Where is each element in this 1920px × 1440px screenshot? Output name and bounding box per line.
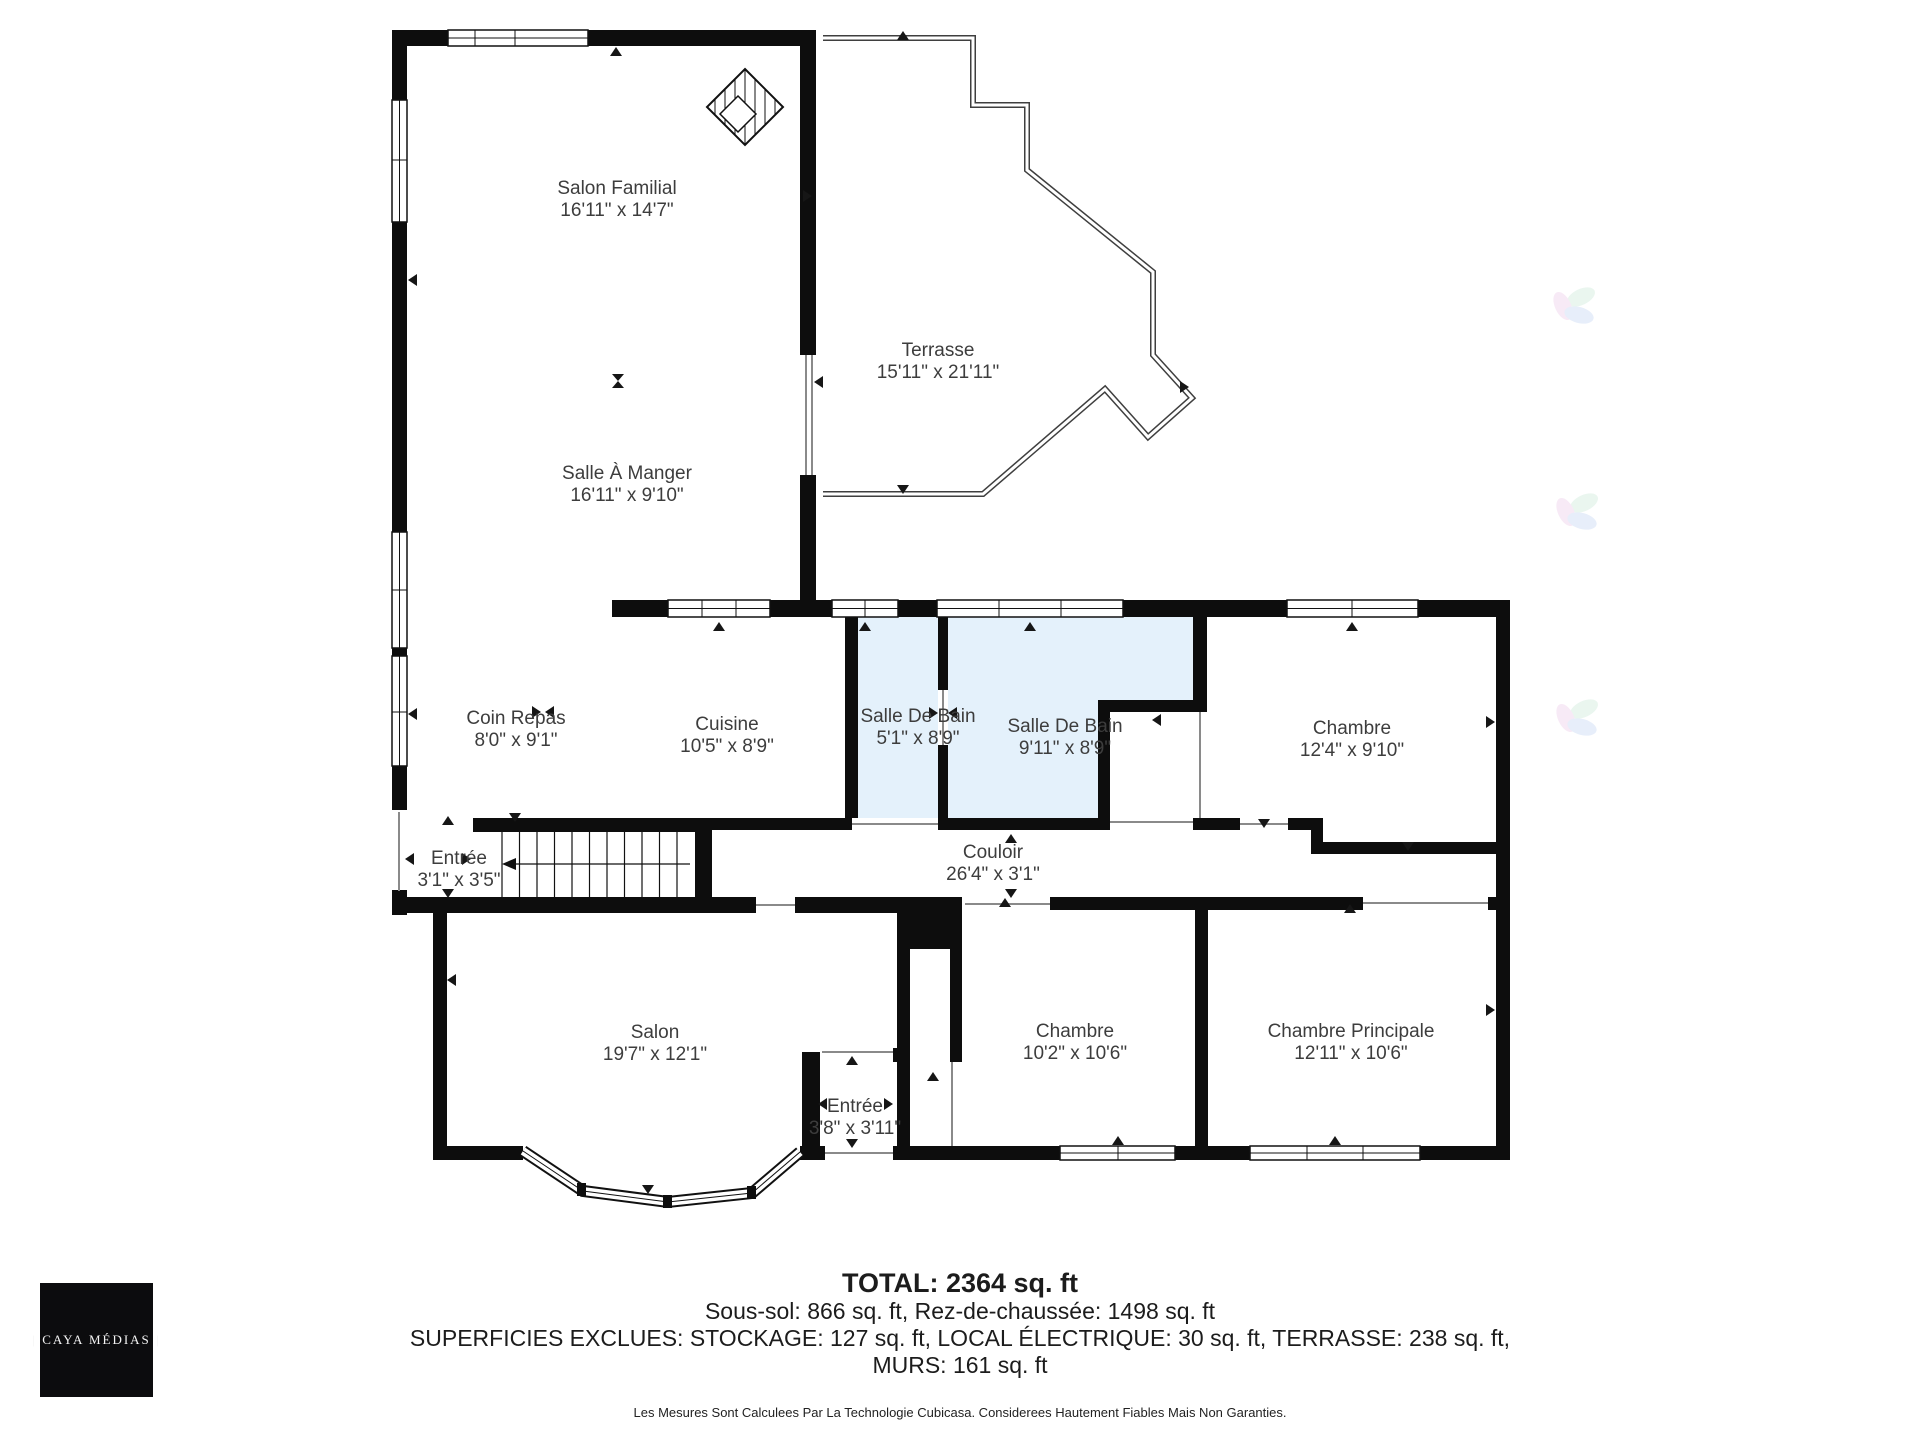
- caya-medias-logo: [32, 1283, 161, 1397]
- room-dims: 12'4" x 9'10": [1299, 740, 1405, 761]
- room-dims: 10'2" x 10'6": [1022, 1043, 1128, 1064]
- room-dims: 3'8" x 3'11": [808, 1118, 902, 1139]
- room-name: Chambre: [1312, 718, 1392, 739]
- walls-area-text: MURS: 161 sq. ft: [872, 1352, 1048, 1378]
- excluded-areas-text: SUPERFICIES EXCLUES: STOCKAGE: 127 sq. ft, LOCAL ÉLECTRIQUE: 30 sq. ft, TERRASSE: 238 sq. ft,: [409, 1325, 1511, 1351]
- terrasse-outline: [823, 38, 1192, 494]
- watermark-icons: [1549, 283, 1601, 738]
- room-name: Salon Familial: [557, 178, 677, 199]
- room-name: Terrasse: [901, 340, 975, 361]
- room-dims: 19'7" x 12'1": [602, 1044, 708, 1065]
- room-dims: 3'1" x 3'5": [417, 870, 501, 891]
- room-name: Cuisine: [695, 714, 759, 735]
- room-name: Salle De Bain: [1007, 716, 1123, 737]
- bathroom-fills: [858, 617, 1193, 818]
- logo-text: | CAYA MÉDIAS |: [32, 1332, 161, 1347]
- room-dims: 26'4" x 3'1": [946, 864, 1040, 885]
- room-name: Chambre Principale: [1267, 1021, 1435, 1042]
- room-dims: 5'1" x 8'9": [876, 728, 960, 749]
- room-dims: 12'11" x 10'6": [1294, 1043, 1408, 1064]
- room-dims: 10'5" x 8'9": [680, 736, 774, 757]
- room-dims: 9'11" x 8'9": [1018, 738, 1112, 759]
- room-dims: 8'0" x 9'1": [474, 730, 558, 751]
- room-name: Chambre: [1035, 1021, 1115, 1042]
- room-name: Salon: [630, 1022, 680, 1043]
- room-name: Salle De Bain: [860, 706, 976, 727]
- room-name: Coin Repas: [466, 708, 566, 729]
- walls: [392, 30, 1510, 1160]
- room-name: Couloir: [962, 842, 1024, 863]
- room-name: Salle À Manger: [562, 463, 692, 484]
- bay-window: [523, 1151, 800, 1208]
- diamond-symbol: [707, 69, 783, 145]
- staircase: [502, 832, 690, 897]
- total-area-text: TOTAL: 2364 sq. ft: [841, 1268, 1079, 1298]
- room-dims: 16'11" x 9'10": [570, 485, 684, 506]
- disclaimer-text: Les Mesures Sont Calculees Par La Technologie Cubicasa. Considerees Hautement Fiables Mais Non Garanties.: [633, 1405, 1287, 1420]
- room-dims: 15'11" x 21'11": [876, 362, 1000, 383]
- area-summary: [0, 1268, 1920, 1420]
- floor-areas-text: Sous-sol: 866 sq. ft, Rez-de-chaussée: 1498 sq. ft: [704, 1298, 1216, 1324]
- room-name: Entrée: [431, 848, 487, 869]
- room-name: Entrée: [827, 1096, 883, 1117]
- room-dims: 16'11" x 14'7": [560, 200, 674, 221]
